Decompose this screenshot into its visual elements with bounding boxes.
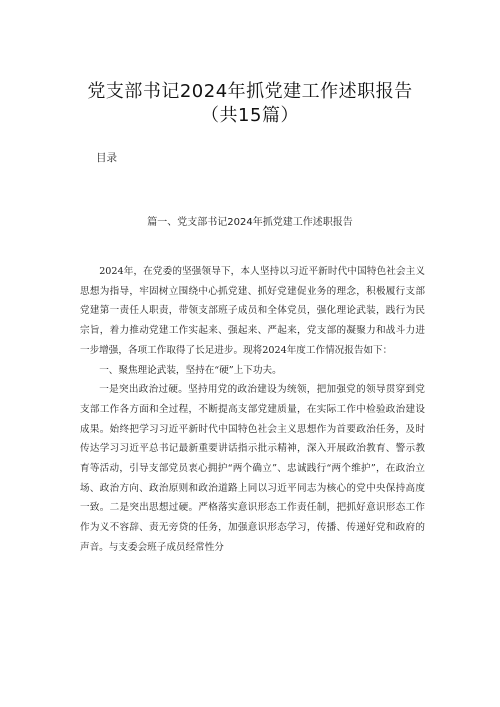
body-paragraph: 一是突出政治过硬。坚持用党的政治建设为统领，把加强党的领导贯穿到党支部工作各方面和全过程，不断提高支部党建质量，在实际工作中检验政治建设成果。始终把学习习近平新时代中国特色社会主义思想作为首要政治任务，及时传达学习习近平总书记最新重要讲话指示批示精神，深入开展政治教育、警示教育等活动，引导支部党员衷心拥护“两个确立”、忠诚践行“两个维护”，在政治立场、政治方向、政治原则和政治道路上同以习近平同志为核心的党中央保持高度一致。二是突出思想过硬。严格落实意识形态工作责任制，把抓好意识形态工作作为义不容辞、责无旁贷的任务，加强意识形态学习，传播、传递好党和政府的声音。与支委会班子成员经常性分 bbox=[80, 384, 425, 553]
section-heading: 篇一、党支部书记2024年抓党建工作述职报告 bbox=[147, 217, 353, 228]
toc-label: 目录 bbox=[96, 152, 117, 164]
body-paragraph: 一、聚焦理论武装，坚持在“硬”上下功夫。 bbox=[99, 364, 282, 376]
document-title: 党支部书记2024年抓党建工作述职报告（共15篇） bbox=[87, 81, 413, 126]
body-paragraph: 2024年，在党委的坚强领导下，本人坚持以习近平新时代中国特色社会主义思想为指导，牢固树立围绕中心抓党建、抓好党建促业务的理念，积极履行支部党建第一责任人职责，带领支部班子成员和全体党员，强化理论武装，践行为民宗旨，着力推动党建工作实起来、强起来、严起来，党支部的凝聚力和战斗力进一步增强，各项工作取得了长足进步。现将2024年度工作情况报告如下： bbox=[80, 266, 425, 356]
document-body bbox=[80, 262, 425, 558]
